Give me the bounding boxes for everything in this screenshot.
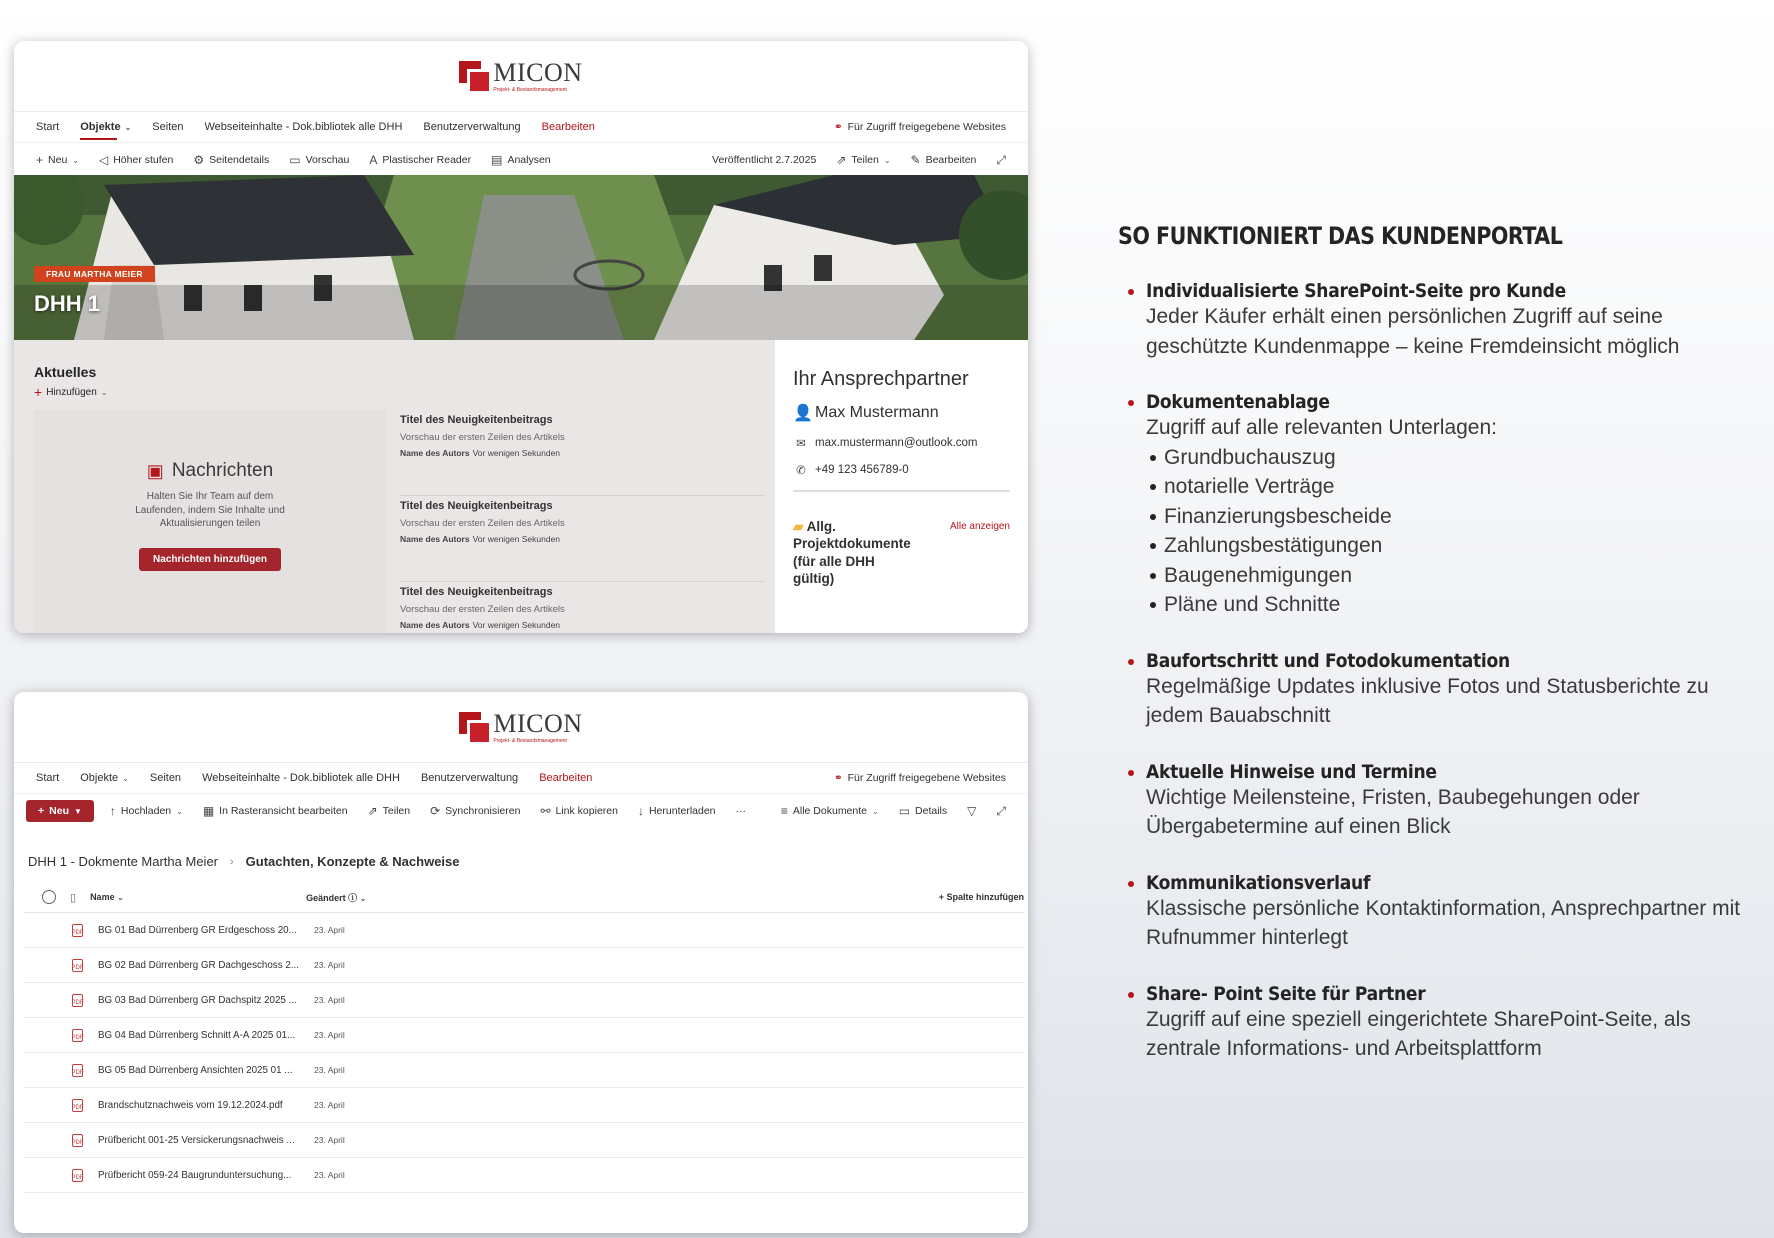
table-row[interactable]: [24, 948, 1024, 983]
column-modified-label: Geändert: [306, 892, 346, 903]
nav-start[interactable]: Start: [36, 121, 60, 133]
chevron-down-icon: ⌄: [100, 387, 108, 397]
new-button[interactable]: [26, 800, 94, 822]
nav-seiten[interactable]: Seiten: [149, 772, 182, 784]
chevron-right-icon: ›: [230, 855, 234, 868]
file-name[interactable]: Brandschutznachweis vom 19.12.2024.pdf: [98, 1099, 283, 1111]
sharepoint-page-window: [14, 41, 1028, 633]
copy-link-button[interactable]: [540, 804, 618, 818]
upload-button[interactable]: [110, 804, 183, 818]
download-label: Herunterladen: [648, 805, 716, 817]
project-docs-section: [793, 518, 1010, 587]
pdf-icon: PDF: [72, 1134, 83, 1147]
edit-label: Bearbeiten: [925, 154, 977, 166]
list-item: Finanzierungsbescheide: [1148, 502, 1758, 532]
details-label: Details: [915, 805, 948, 817]
chevron-down-icon: ⌄: [872, 806, 879, 816]
news-empty-title: Nachrichten: [171, 460, 274, 481]
table-header: [24, 882, 1024, 913]
bullet-text: Wichtige Meilensteine, Fristen, Baubegehungen oder Übergabetermine auf einen Blick: [1146, 785, 1640, 838]
news-author: Name des Autors: [400, 534, 470, 544]
hero-title: DHH 1: [34, 291, 101, 316]
logo-subtitle: Projekt- & Bestandsmanagement: [493, 86, 567, 93]
table-row[interactable]: [24, 1018, 1024, 1053]
table-row[interactable]: [24, 1158, 1024, 1193]
sync-label: Synchronisieren: [445, 805, 521, 817]
column-name[interactable]: [90, 892, 306, 902]
preview-button[interactable]: [289, 153, 349, 167]
pdf-icon: PDF: [72, 1099, 83, 1112]
shared-sites-icon: ⚭: [833, 772, 843, 784]
hero-tag: FRAU MARTHA MEIER: [34, 266, 155, 282]
shared-sites-label: Für Zugriff freigegebene Websites: [847, 772, 1006, 784]
contact-phone-row[interactable]: [793, 463, 1010, 477]
site-header: [14, 692, 1028, 763]
news-preview: Vorschau der ersten Zeilen des Artikels: [400, 518, 565, 529]
pdf-icon: PDF: [72, 1064, 83, 1077]
chevron-down-icon: ⌄: [72, 155, 79, 165]
info-bullet: [1118, 650, 1758, 731]
file-modified: 23. April: [314, 995, 345, 1005]
file-name[interactable]: Prüfbericht 059-24 Baugrunduntersuchung...: [98, 1169, 292, 1181]
new-label: Neu: [49, 805, 69, 817]
chevron-down-icon: ▼: [73, 806, 82, 816]
upload-label: Hochladen: [120, 805, 172, 817]
contact-email-row[interactable]: [793, 436, 1010, 450]
news-meta: [400, 534, 765, 544]
nav-bearbeiten[interactable]: Bearbeiten: [539, 772, 593, 784]
mail-icon: ✉: [796, 438, 806, 450]
nav-bearbeiten[interactable]: Bearbeiten: [541, 121, 595, 133]
news-title: Titel des Neuigkeitenbeitrags: [400, 414, 553, 426]
file-modified: 23. April: [314, 1170, 345, 1180]
bullet-title: Kommunikationsverlauf: [1146, 871, 1371, 894]
logo-name: MICON: [493, 708, 583, 738]
table-row[interactable]: [24, 1123, 1024, 1158]
nav-objekte[interactable]: [80, 112, 131, 142]
file-modified: 23. April: [314, 925, 345, 935]
contact-panel: [775, 340, 1028, 633]
share-icon: ⇗: [836, 153, 847, 167]
filter-icon: ▽: [967, 804, 977, 818]
list-item: Pläne und Schnitte: [1148, 590, 1758, 620]
breadcrumb-parent[interactable]: DHH 1 - Dokmente Martha Meier: [28, 854, 218, 869]
hero-image: [14, 175, 1028, 340]
preview-icon: ▭: [289, 153, 301, 167]
nav-benutzerverwaltung[interactable]: Benutzerverwaltung: [423, 121, 521, 133]
list-item: Zahlungsbestätigungen: [1148, 531, 1758, 561]
grid-edit-label: In Rasteransicht bearbeiten: [219, 805, 348, 817]
page-details-label: Seitendetails: [209, 154, 270, 166]
shared-sites-link[interactable]: [834, 772, 1006, 784]
file-type-icon: ▯: [70, 891, 77, 904]
contact-phone: +49 123 456789-0: [815, 464, 909, 476]
phone-icon: ✆: [796, 465, 806, 477]
nav-start[interactable]: Start: [36, 772, 60, 784]
file-name[interactable]: Prüfbericht 001-25 Versickerungsnachweis ...: [98, 1134, 295, 1146]
bullet-dot: [1128, 881, 1134, 887]
contact-name: Max Mustermann: [815, 404, 939, 421]
chevron-down-icon: ⌄: [176, 806, 183, 816]
expand-icon: ⤢: [996, 152, 1006, 167]
table-row[interactable]: [24, 983, 1024, 1018]
expand-button[interactable]: [996, 804, 1006, 819]
info-bullet: [1118, 280, 1758, 361]
info-bullet: [1118, 761, 1758, 842]
analytics-button[interactable]: [491, 153, 551, 167]
info-panel-icon: ▭: [898, 804, 911, 818]
news-title: Titel des Neuigkeitenbeitrags: [400, 586, 553, 598]
news-add-label: Hinzufügen: [46, 386, 97, 398]
micon-logo[interactable]: [459, 57, 583, 93]
bullet-title: Aktuelle Hinweise und Termine: [1146, 760, 1437, 783]
preview-label: Vorschau: [305, 154, 350, 166]
file-name[interactable]: BG 02 Bad Dürrenberg GR Dachgeschoss 2...: [98, 959, 299, 971]
more-button[interactable]: ···: [735, 805, 747, 817]
news-meta: [400, 620, 765, 630]
chevron-down-icon: ⌄: [359, 893, 367, 903]
shared-sites-icon: ⚭: [833, 121, 843, 133]
pdf-icon: PDF: [72, 924, 83, 937]
shared-sites-label: Für Zugriff freigegebene Websites: [847, 121, 1006, 133]
info-bullet: [1118, 391, 1758, 620]
list-item: Grundbuchauszug: [1148, 443, 1758, 473]
promote-button[interactable]: [99, 153, 173, 167]
bullet-title: Baufortschritt und Fotodokumentation: [1146, 649, 1510, 672]
nav-objekte-label: Objekte: [80, 121, 121, 133]
chevron-down-icon: ⌄: [124, 122, 132, 132]
add-column-button[interactable]: [939, 892, 1024, 902]
add-news-button[interactable]: Nachrichten hinzufügen: [139, 548, 281, 571]
nav-objekte-label: Objekte: [80, 772, 119, 784]
list-item: notarielle Verträge: [1148, 472, 1758, 502]
micon-logo[interactable]: [459, 708, 583, 744]
page-content: [14, 340, 1028, 633]
copy-link-label: Link kopieren: [555, 805, 618, 817]
project-docs-label: Allg. Projektdokumente (für alle DHH gültig): [793, 519, 911, 586]
project-docs-title: [793, 518, 918, 587]
plus-icon: +: [38, 805, 45, 817]
page-details-button[interactable]: [193, 153, 269, 167]
bullet-text: Zugriff auf eine speziell eingerichtete SharePoint-Seite, als zentrale Informations- und Arbeitsplattform: [1146, 1007, 1691, 1060]
list-icon: ≡: [780, 804, 788, 818]
news-preview: Vorschau der ersten Zeilen des Artikels: [400, 432, 565, 443]
share-label: Teilen: [851, 154, 879, 166]
page-command-bar: [14, 142, 1028, 177]
document-library-window: [14, 692, 1028, 1233]
promote-label: Höher stufen: [113, 154, 174, 166]
analytics-icon: ▤: [491, 153, 503, 167]
news-time: Vor wenigen Sekunden: [472, 534, 561, 544]
news-list: [400, 410, 765, 633]
sync-icon: ⟳: [430, 804, 441, 818]
published-status: Veröffentlicht 2.7.2025: [712, 154, 817, 166]
download-button[interactable]: [638, 804, 716, 818]
info-heading: SO FUNKTIONIERT DAS KUNDENPORTAL: [1118, 222, 1563, 250]
immersive-reader-button[interactable]: [369, 153, 471, 167]
megaphone-icon: ◁: [98, 153, 109, 167]
site-navigation: [14, 763, 1028, 793]
column-modified[interactable]: [306, 891, 366, 904]
micon-logo-mark: [459, 712, 489, 742]
file-modified: 23. April: [314, 1065, 345, 1075]
nav-webseiteinhalte[interactable]: Webseiteinhalte - Dok.bibliotek alle DHH: [202, 772, 400, 784]
bullet-dot: [1128, 289, 1134, 295]
reader-icon: A: [369, 153, 378, 167]
gear-icon: ⚙: [193, 153, 205, 167]
divider: [793, 490, 1010, 492]
news-author: Name des Autors: [400, 448, 470, 458]
micon-logo-mark: [459, 61, 489, 91]
news-title: Titel des Neuigkeitenbeitrags: [400, 500, 553, 512]
contact-email: max.mustermann@outlook.com: [815, 437, 978, 449]
news-time: Vor wenigen Sekunden: [472, 448, 561, 458]
news-author: Name des Autors: [400, 620, 470, 630]
file-modified: 23. April: [314, 1030, 345, 1040]
chevron-down-icon: ⌄: [122, 773, 129, 783]
pdf-icon: PDF: [72, 1169, 83, 1182]
view-label: Alle Dokumente: [792, 805, 867, 817]
document-type-list: [1148, 443, 1758, 620]
bullet-text: Regelmäßige Updates inklusive Fotos und Statusberichte zu jedem Bauabschnitt: [1146, 674, 1709, 727]
sync-button[interactable]: [430, 804, 520, 818]
news-empty-state: [34, 410, 386, 633]
reader-label: Plastischer Reader: [382, 154, 472, 166]
link-icon: ⚯: [540, 804, 551, 818]
person-icon: 👤: [793, 405, 813, 422]
news-item[interactable]: [400, 582, 765, 633]
contact-heading: Ihr Ansprechpartner: [793, 368, 969, 390]
pdf-icon: PDF: [72, 1029, 83, 1042]
news-icon: ▣: [146, 460, 164, 481]
hero-banner: [14, 175, 1028, 340]
file-modified: 23. April: [314, 960, 345, 970]
table-row[interactable]: [24, 1088, 1024, 1123]
logo-name: MICON: [493, 57, 583, 87]
bullet-title: Dokumentenablage: [1146, 391, 1330, 413]
share-button[interactable]: [836, 153, 890, 167]
file-modified: 23. April: [314, 1135, 345, 1145]
bullet-text: Zugriff auf alle relevanten Unterlagen:: [1146, 416, 1497, 439]
news-add-button[interactable]: [34, 384, 107, 400]
chevron-down-icon: ⌄: [117, 893, 124, 902]
info-bullet: [1118, 872, 1758, 953]
bullet-text: Jeder Käufer erhält einen persönlichen Zugriff auf seine geschützte Kundenmappe – keine Fremdeinsicht möglich: [1146, 305, 1680, 358]
shared-sites-link[interactable]: [834, 121, 1006, 133]
edit-button[interactable]: [911, 153, 977, 167]
plus-icon: +: [34, 384, 43, 400]
document-table: [24, 882, 1024, 1193]
nav-benutzerverwaltung[interactable]: Benutzerverwaltung: [420, 772, 519, 784]
expand-icon: ⤢: [996, 803, 1006, 818]
info-bullet: [1118, 983, 1758, 1064]
news-time: Vor wenigen Sekunden: [472, 620, 561, 630]
list-item: Baugenehmigungen: [1148, 561, 1758, 591]
bullet-dot: [1128, 770, 1134, 776]
chevron-down-icon: ⌄: [883, 155, 891, 165]
pencil-icon: ✎: [910, 153, 921, 167]
file-name[interactable]: BG 04 Bad Dürrenberg Schnitt A-A 2025 01...: [98, 1029, 296, 1041]
contact-name-row[interactable]: [793, 403, 1010, 423]
news-heading: Aktuelles: [34, 364, 97, 380]
new-button[interactable]: [36, 153, 79, 167]
grid-icon: ▦: [202, 804, 215, 818]
breadcrumb-current: Gutachten, Konzepte & Nachweise: [245, 854, 460, 869]
file-modified: 23. April: [314, 1100, 345, 1110]
bullet-dot: [1128, 659, 1134, 665]
expand-button[interactable]: [996, 153, 1006, 168]
column-name-label: Name: [90, 892, 115, 902]
analytics-label: Analysen: [507, 154, 551, 166]
plus-icon: +: [36, 153, 44, 167]
bullet-text: Klassische persönliche Kontaktinformation, Ansprechpartner mit Rufnummer hinterlegt: [1146, 896, 1741, 949]
news-empty-description: Halten Sie Ihr Team auf dem Laufenden, indem Sie Inhalte und Aktualisierungen teilen: [135, 491, 285, 529]
nav-objekte[interactable]: [80, 763, 129, 793]
table-row[interactable]: [24, 913, 1024, 948]
show-all-link[interactable]: Alle anzeigen: [949, 521, 1010, 532]
bullet-dot: [1128, 992, 1134, 998]
folder-icon: ▰: [793, 519, 804, 534]
nav-webseiteinhalte[interactable]: Webseiteinhalte - Dok.bibliotek alle DHH: [204, 121, 403, 133]
new-label: Neu: [48, 154, 68, 166]
pdf-icon: PDF: [72, 959, 83, 972]
news-item[interactable]: [400, 410, 765, 496]
share-label: Teilen: [382, 805, 411, 817]
file-name[interactable]: BG 03 Bad Dürrenberg GR Dachspitz 2025 ...: [98, 994, 297, 1006]
filter-button[interactable]: [967, 804, 976, 818]
site-header: [14, 41, 1028, 112]
pdf-icon: PDF: [72, 994, 83, 1007]
breadcrumb: [28, 854, 460, 869]
share-button[interactable]: [368, 804, 411, 818]
bullet-title: Individualisierte SharePoint-Seite pro Kunde: [1146, 280, 1566, 302]
site-navigation: [14, 112, 1028, 142]
portal-info-panel: [1118, 222, 1758, 1094]
table-row[interactable]: [24, 1053, 1024, 1088]
details-button[interactable]: [899, 804, 947, 818]
download-icon: ↓: [637, 804, 644, 818]
info-icon: ⓘ: [348, 892, 358, 903]
bullet-title: Share- Point Seite für Partner: [1146, 982, 1426, 1005]
share-icon: ⇗: [367, 804, 378, 818]
logo-subtitle: Projekt- & Bestandsmanagement: [493, 737, 567, 744]
select-all-checkbox[interactable]: [42, 890, 56, 904]
news-item[interactable]: [400, 496, 765, 582]
add-column-label: Spalte hinzufügen: [946, 892, 1024, 902]
news-preview: Vorschau der ersten Zeilen des Artikels: [400, 604, 565, 615]
upload-icon: ↑: [109, 804, 116, 818]
grid-edit-button[interactable]: [203, 804, 348, 818]
file-name[interactable]: BG 01 Bad Dürrenberg GR Erdgeschoss 20...: [98, 924, 297, 936]
nav-seiten[interactable]: Seiten: [152, 121, 184, 133]
news-meta: [400, 448, 765, 458]
plus-icon: +: [938, 892, 944, 902]
library-command-bar: [14, 793, 1028, 828]
file-name[interactable]: BG 05 Bad Dürrenberg Ansichten 2025 01 ...: [98, 1064, 293, 1076]
view-selector[interactable]: [781, 804, 879, 818]
bullet-dot: [1128, 400, 1134, 406]
